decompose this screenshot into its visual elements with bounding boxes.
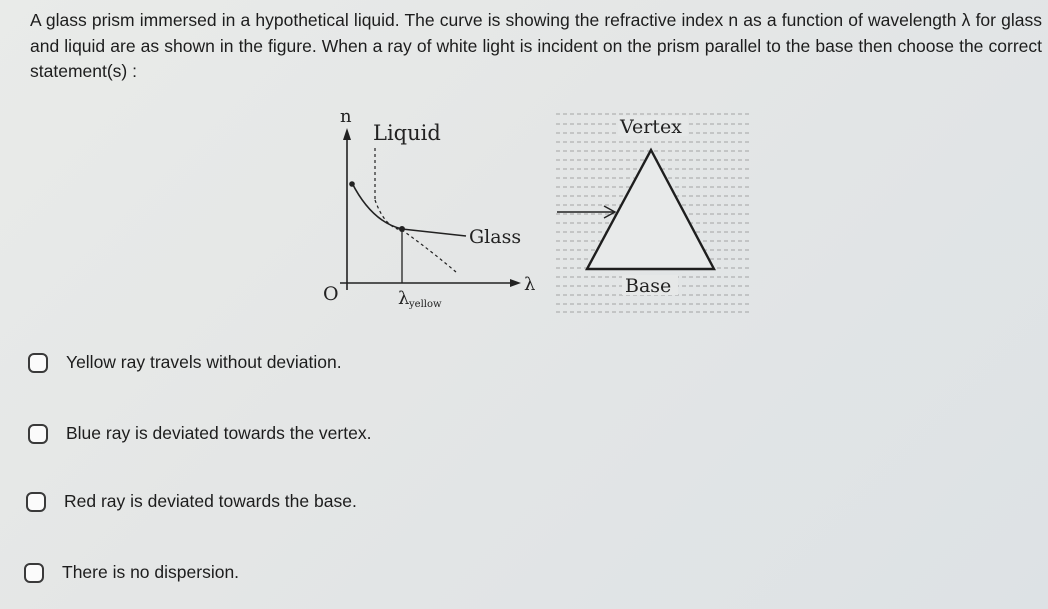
option-checkbox[interactable] [28,424,48,444]
glass-curve [352,183,466,236]
option-checkbox[interactable] [26,492,46,512]
option-blue-towards-vertex[interactable] [28,423,371,444]
option-label: There is no dispersion. [62,562,240,582]
liquid-label: Liquid [373,121,441,145]
prism-triangle [587,150,714,269]
question-text: A glass prism immersed in a hypothetical liquid. The curve is showing the refractive index n as a function of wavelength λ for glass and liquid are as shown in the figure. When a ray of white light is incident on the prism parallel to the base then choose the correct statement(s) : [30,10,1042,81]
vertex-label: Vertex [620,116,682,138]
y-axis-arrow [343,128,351,140]
option-label: Red ray is deviated towards the base. [64,491,357,511]
option-checkbox[interactable] [24,563,44,583]
origin-label: O [323,283,339,305]
yellow-lambda-label: λ [398,288,410,309]
base-label: Base [625,275,672,297]
glass-label: Glass [469,226,522,248]
prism-diagram [556,114,752,312]
option-checkbox[interactable] [28,353,48,373]
option-yellow-no-deviation[interactable] [28,352,342,373]
option-no-dispersion[interactable] [24,562,239,583]
x-axis-label: λ [524,274,536,295]
yellow-subscript: yellow [409,299,442,310]
glass-start-dot [349,181,355,187]
liquid-curve [375,200,456,272]
option-red-towards-base[interactable] [26,491,357,512]
refractive-index-graph [323,106,535,310]
option-label: Blue ray is deviated towards the vertex. [66,423,372,443]
x-axis-arrow [510,279,521,287]
y-axis-label: n [340,106,352,127]
option-label: Yellow ray travels without deviation. [66,352,342,372]
